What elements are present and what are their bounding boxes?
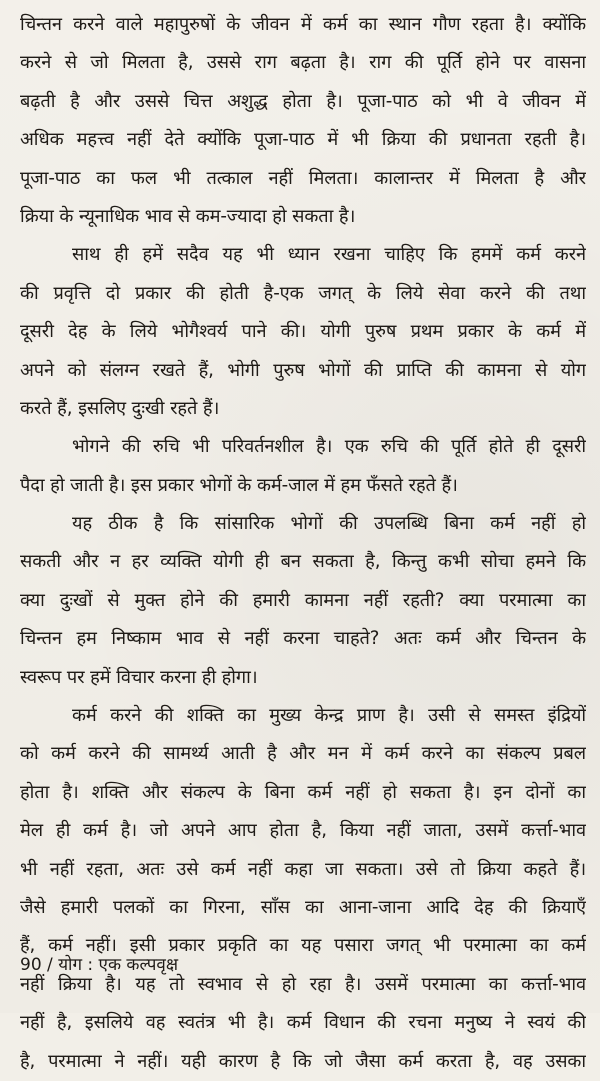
text-line: स्वरूप पर हमें विचार करना ही होगा। [20,666,258,688]
text-line: क्या दुःखों से मुक्त होने की हमारी कामना नहीं रहती? क्या परमात्मा का [20,589,586,611]
text-line: क्रिया के न्यूनाधिक भाव से कम-ज्यादा हो सकता है। [20,205,356,227]
paragraph-5 [20,697,586,1081]
text-line: की प्रवृत्ति दो प्रकार की होती है-एक जगत् के लिये सेवा करने की तथा [20,282,586,304]
paragraph-4 [20,505,586,697]
paragraph-3 [20,428,586,505]
text-line: जैसे हमारी पलकों का गिरना, साँस का आना-जाना आदि देह की क्रियाएँ [20,896,586,918]
text-line: करने से जो मिलता है, उससे राग बढ़ता है। राग की पूर्ति होने पर वासना [20,52,586,74]
paragraph-2 [20,236,586,428]
body-text [20,6,586,1081]
text-line: पूजा-पाठ का फल भी तत्काल नहीं मिलता। कालान्तर में मिलता है और [20,167,586,189]
text-line: बढ़ती है और उससे चित्त अशुद्ध होता है। पूजा-पाठ को भी वे जीवन में [20,90,586,112]
text-line: सकती और न हर व्यक्ति योगी ही बन सकता है, किन्तु कभी सोचा हमने कि [20,551,586,573]
text-line: भी नहीं रहता, अतः उसे कर्म नहीं कहा जा सकता। उसे तो क्रिया कहते हैं। [20,858,586,880]
text-line: अपने को संलग्न रखते हैं, भोगी पुरुष भोगों की प्राप्ति की कामना से योग [20,359,586,381]
text-line: अधिक महत्त्व नहीं देते क्योंकि पूजा-पाठ में भी क्रिया की प्रधानता रहती है। [20,129,586,151]
text-line: दूसरी देह के लिये भोगैश्वर्य पाने की। योगी पुरुष प्रथम प्रकार के कर्म में [20,321,586,343]
text-line: मेल ही कर्म है। जो अपने आप होता है, किया नहीं जाता, उसमें कर्त्ता-भाव [20,820,586,842]
text-line: कर्म करने की शक्ति का मुख्य केन्द्र प्राण है। उसी से समस्त इंद्रियों [72,705,586,727]
page-number: 90 [20,955,42,975]
text-line: यह ठीक है कि सांसारिक भोगों की उपलब्धि बिना कर्म नहीं हो [72,513,586,535]
text-line: नहीं क्रिया है। यह तो स्वभाव से हो रहा है। उसमें परमात्मा का कर्त्ता-भाव [20,973,586,995]
text-line: हैं, कर्म नहीं। इसी प्रकार प्रकृति का यह पसारा जगत् भी परमात्मा का कर्म [20,935,586,957]
page-footer [20,948,178,982]
text-line: चिन्तन हम निष्काम भाव से नहीं करना चाहते? अतः कर्म और चिन्तन के [20,628,586,650]
text-line: चिन्तन करने वाले महापुरुषों के जीवन में कर्म का स्थान गौण रहता है। क्योंकि [20,14,586,35]
text-line: भोगने की रुचि भी परिवर्तनशील है। एक रुचि की पूर्ति होते ही दूसरी [72,436,586,458]
text-line: होता है। शक्ति और संकल्प के बिना कर्म नहीं हो सकता है। इन दोनों का [20,781,586,803]
text-line: पैदा हो जाती है। इस प्रकार भोगों के कर्म-जाल में हम फँसते रहते हैं। [20,474,458,496]
text-line: करते हैं, इसलिए दुःखी रहते हैं। [20,397,220,419]
text-line: नहीं है, इसलिये वह स्वतंत्र भी है। कर्म विधान की रचना मनुष्य ने स्वयं की [20,1012,586,1034]
text-line: को कर्म करने की सामर्थ्य आती है और मन में कर्म करने का संकल्प प्रबल [20,743,586,765]
text-line: है, परमात्मा ने नहीं। यही कारण है कि जो जैसा कर्म करता है, वह उसका [20,1050,586,1072]
text-line: साथ ही हमें सदैव यह भी ध्यान रखना चाहिए कि हममें कर्म करने [72,244,586,266]
running-title: योग : एक कल्पवृक्ष [58,955,179,975]
paragraph-1 [20,6,586,236]
footer-separator: / [47,955,53,975]
